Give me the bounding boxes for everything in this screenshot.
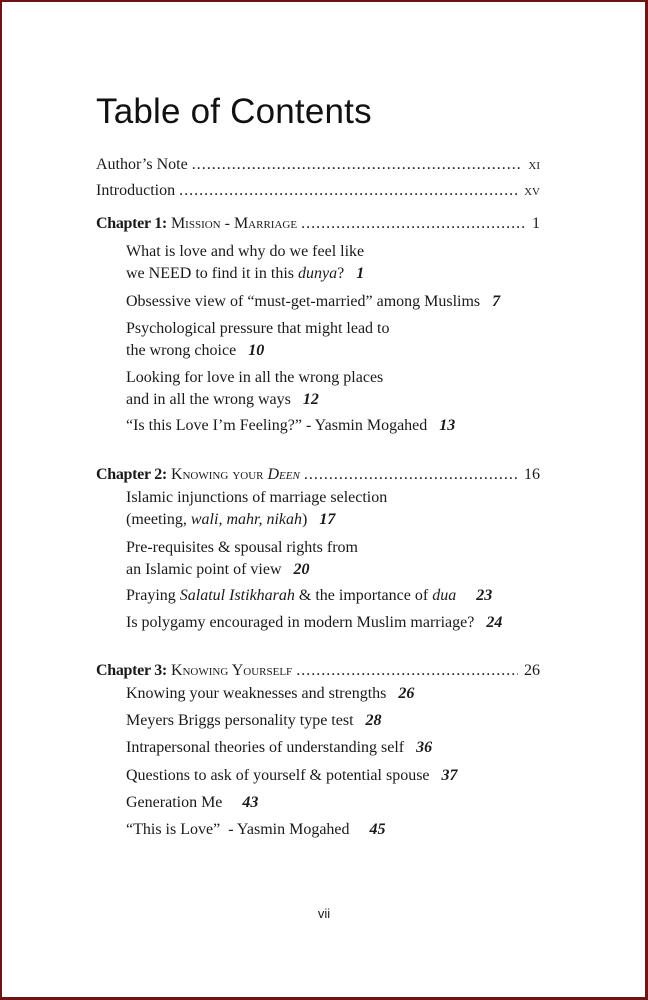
section-page: 43 xyxy=(242,794,259,811)
section-page: 37 xyxy=(441,767,458,784)
toc-chapter-1[interactable] xyxy=(96,215,540,233)
section-text: “Is this Love I’m Feeling?” - Yasmin Mogahed xyxy=(126,417,428,434)
section-page: 17 xyxy=(319,511,336,528)
entry-label: Author’s Note xyxy=(96,156,188,173)
chapter-title: Mission - Marriage xyxy=(170,215,298,232)
chapter-title: Knowing Yourself xyxy=(170,662,293,679)
chapter-page: 16 xyxy=(524,466,540,483)
section-text: Questions to ask of yourself & potential spouse xyxy=(126,767,430,784)
entry-page: xi xyxy=(528,156,540,173)
chapter-prefix: Chapter 2: xyxy=(96,466,167,483)
section-italic: dunya xyxy=(297,265,338,282)
toc-section[interactable] xyxy=(126,241,364,285)
toc-section[interactable] xyxy=(126,612,502,634)
section-text: (meeting, xyxy=(126,511,191,528)
section-line: Looking for love in all the wrong places xyxy=(126,369,384,386)
toc-entry-authors-note[interactable] xyxy=(96,156,540,174)
section-line xyxy=(126,340,390,362)
toc-entry-introduction[interactable] xyxy=(96,182,540,200)
section-line xyxy=(126,559,358,581)
section-italic: dua xyxy=(432,587,457,604)
section-line: Pre-requisites & spousal rights from xyxy=(126,539,358,556)
section-text: Praying xyxy=(126,587,180,604)
section-page: 12 xyxy=(302,391,319,408)
section-page: 24 xyxy=(486,614,503,631)
section-page: 45 xyxy=(369,821,386,838)
section-page: 26 xyxy=(398,685,415,702)
toc-section[interactable] xyxy=(126,585,492,607)
chapter-heading xyxy=(96,466,300,484)
section-page: 10 xyxy=(248,342,265,359)
toc-section[interactable] xyxy=(126,683,414,705)
page-number: vii xyxy=(317,906,331,921)
section-page: 20 xyxy=(293,561,310,578)
section-italic: wali, mahr, nikah xyxy=(190,511,302,528)
section-text: we NEED to find it in this xyxy=(126,265,298,282)
toc-section[interactable] xyxy=(126,367,383,411)
toc-chapter-3[interactable] xyxy=(96,662,540,680)
section-text: ) xyxy=(302,511,308,528)
section-line: Islamic injunctions of marriage selection xyxy=(126,489,388,506)
chapter-prefix: Chapter 3: xyxy=(96,662,167,679)
section-line xyxy=(126,389,383,411)
entry-label: Introduction xyxy=(96,182,176,199)
section-page: 23 xyxy=(476,587,493,604)
chapter-page: 1 xyxy=(532,215,540,232)
chapter-prefix: Chapter 1: xyxy=(96,215,167,232)
toc-section[interactable] xyxy=(126,765,458,787)
section-text: and in all the wrong ways xyxy=(126,391,291,408)
toc-section[interactable] xyxy=(126,318,390,362)
section-text: an Islamic point of view xyxy=(126,561,282,578)
section-text: the wrong choice xyxy=(126,342,237,359)
section-text: Generation Me xyxy=(126,794,223,811)
toc-section[interactable] xyxy=(126,819,386,841)
dot-leader xyxy=(296,662,518,680)
toc-section[interactable] xyxy=(126,487,387,531)
chapter-title: Knowing your xyxy=(170,466,268,483)
section-page: 36 xyxy=(416,739,433,756)
section-text: Is polygamy encouraged in modern Muslim marriage? xyxy=(126,614,475,631)
chapter-page: 26 xyxy=(524,662,540,679)
section-text: Intrapersonal theories of understanding self xyxy=(126,739,405,756)
chapter-title-italic: Deen xyxy=(267,466,300,483)
section-text: & the importance of xyxy=(294,587,433,604)
section-page: 28 xyxy=(365,712,382,729)
toc-section[interactable] xyxy=(126,792,258,814)
section-text: Meyers Briggs personality type test xyxy=(126,712,354,729)
chapter-heading xyxy=(96,215,297,233)
section-line xyxy=(126,263,364,285)
toc-section[interactable] xyxy=(126,415,455,437)
toc-section[interactable] xyxy=(126,737,432,759)
dot-leader xyxy=(301,215,526,233)
section-text: Knowing your weaknesses and strengths xyxy=(126,685,387,702)
toc-section[interactable] xyxy=(126,710,382,732)
toc-chapter-2[interactable] xyxy=(96,466,540,484)
dot-leader xyxy=(179,182,518,200)
section-line xyxy=(126,509,387,531)
page-title: Table of Contents xyxy=(96,92,372,131)
section-page: 13 xyxy=(439,417,456,434)
section-text: ? xyxy=(337,265,345,282)
chapter-heading xyxy=(96,662,292,680)
section-line: What is love and why do we feel like xyxy=(126,243,365,260)
section-page: 1 xyxy=(356,265,365,282)
section-text: “This is Love” - Yasmin Mogahed xyxy=(126,821,350,838)
toc-section[interactable] xyxy=(126,291,500,313)
section-text: Obsessive view of “must-get-married” among Muslims xyxy=(126,293,481,310)
section-line: Psychological pressure that might lead to xyxy=(126,320,390,337)
dot-leader xyxy=(304,466,518,484)
entry-page: xv xyxy=(524,182,540,199)
section-page: 7 xyxy=(492,293,501,310)
dot-leader xyxy=(192,156,523,174)
section-italic: Salatul Istikharah xyxy=(179,587,295,604)
toc-section[interactable] xyxy=(126,537,358,581)
